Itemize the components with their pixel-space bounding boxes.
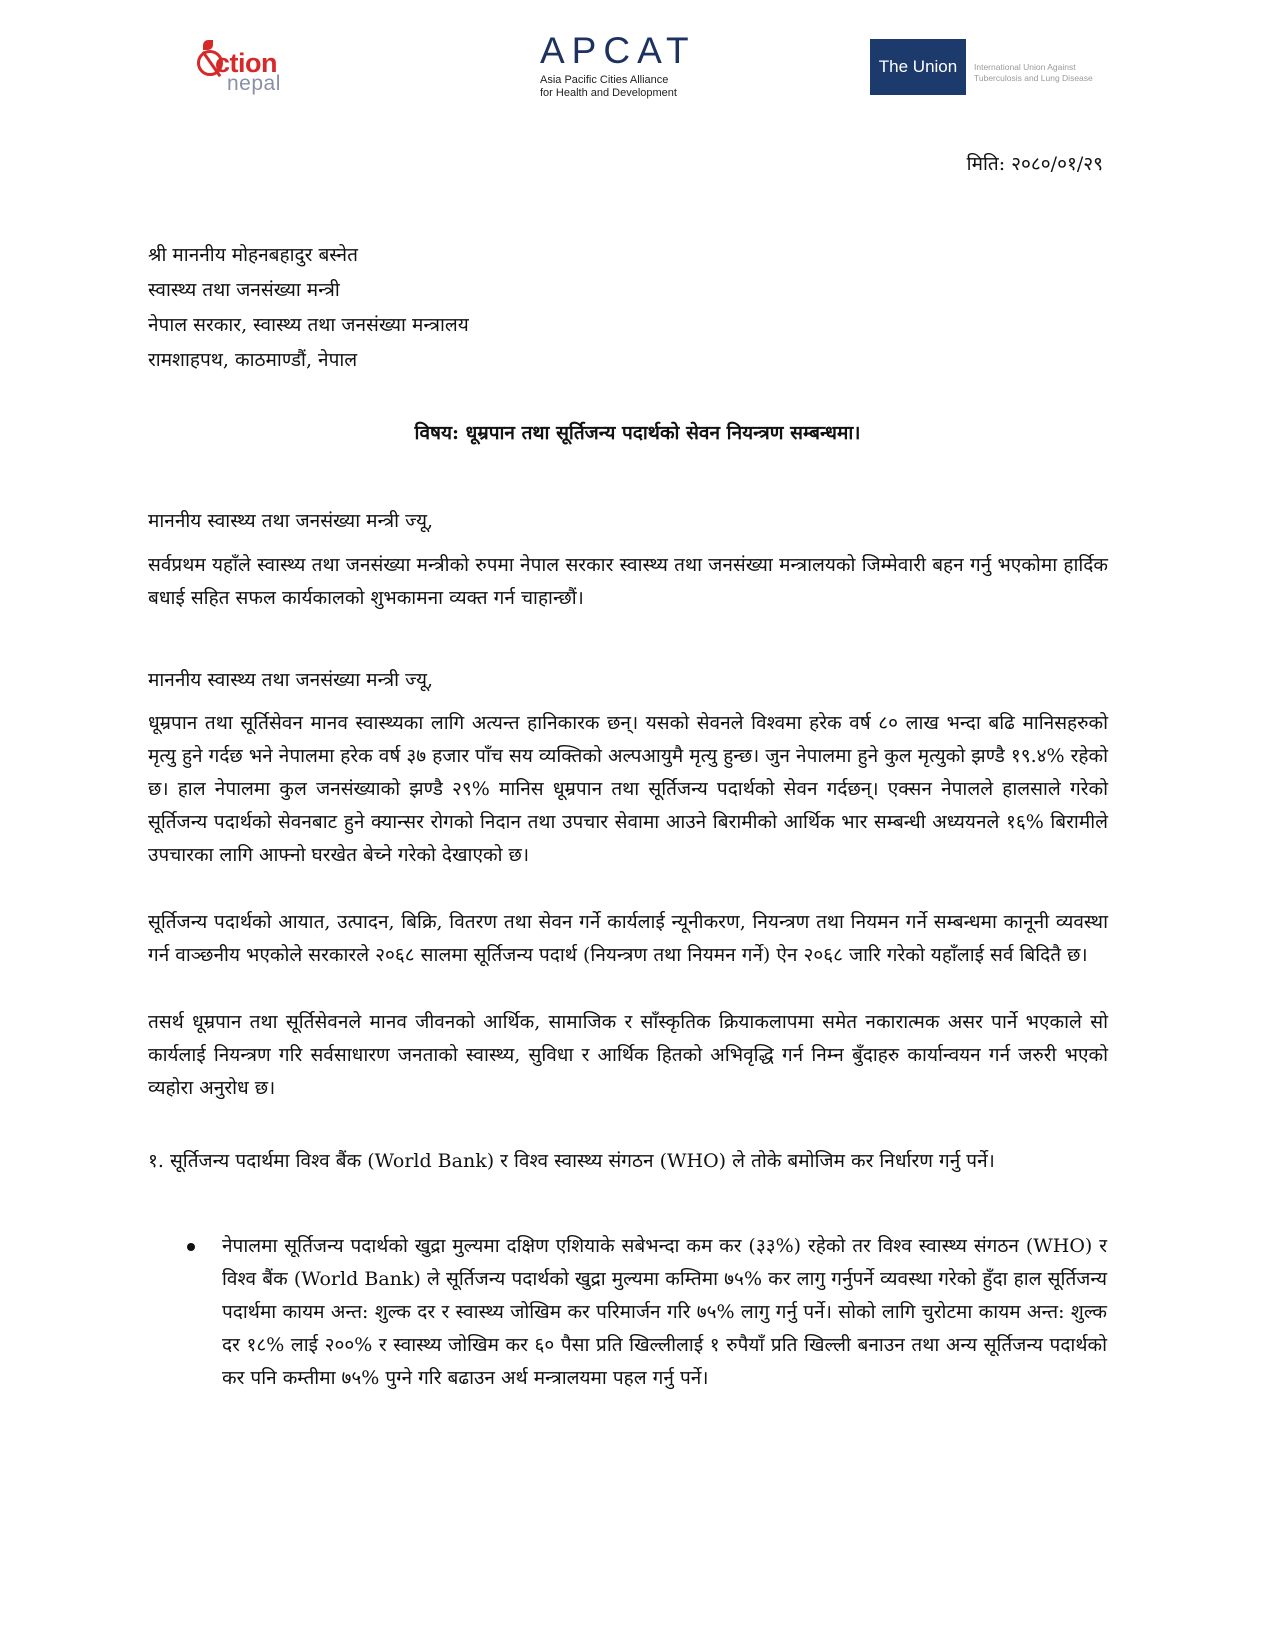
address-line: रामशाहपथ, काठमाण्डौं, नेपाल (148, 349, 358, 371)
body-paragraph: धूम्रपान तथा सूर्तिसेवन मानव स्वास्थ्यका लागि अत्यन्त हानिकारक छन्। यसको सेवनले विश्वमा हरेक वर्ष ८० लाख भन्दा बढि मानिसहरुको मृत्यु हुने गर्दछ भने नेपालमा हरेक वर्ष ३७ हजार पाँच सय व्यक्तिको अल्पआयुमै मृत्यु हुन्छ। जुन नेपालमा हुने कुल मृत्युको झण्डै १९.४% रहेको छ। हाल नेपालमा कुल जनसंख्याको झण्डै २९% मानिस धूम्रपान तथा सूर्तिजन्य पदार्थको सेवन गर्दछन्। एक्सन नेपालले हालसाले गरेको सूर्तिजन्य पदार्थको सेवनबाट हुने क्यान्सर रोगको निदान तथा उपचार सेवामा आउने बिरामीको आर्थिक भार सम्बन्धी अध्ययनले १६% बिरामीले उपचारका लागि आफ्नो घरखेत बेच्ने गरेको देखाएको छ। (148, 712, 1108, 866)
action-nepal-logo (197, 40, 297, 94)
apcat-logo-name: APCAT (540, 30, 696, 71)
body-paragraph: तसर्थ धूम्रपान तथा सूर्तिसेवनले मानव जीवनको आर्थिक, सामाजिक र साँस्कृतिक क्रियाकलापमा समेत नकारात्मक असर पार्ने भएकाले सो कार्यलाई नियन्त्रण गरि सर्वसाधारण जनताको स्वास्थ्य, सुविधा र आर्थिक हितको अभिवृद्धि गर्न निम्न बुँदाहरु कार्यान्वयन गर्न जरुरी भएको व्यहोरा अनुरोध छ। (148, 1011, 1108, 1099)
body-paragraph: सूर्तिजन्य पदार्थको आयात, उत्पादन, बिक्रि, वितरण तथा सेवन गर्ने कार्यलाई न्यूनीकरण, नियन्त्रण तथा नियमन गर्ने सम्बन्धमा कानूनी व्यवस्था गर्न वाञ्छनीय भएकोले सरकारले २०६८ सालमा सूर्तिजन्य पदार्थ (नियन्त्रण तथा नियमन गर्ने) ऐन २०६८ जारि गरेको यहाँलाई सर्व बिदितै छ। (148, 911, 1108, 966)
the-union-caption-line1: International Union Against (974, 62, 1076, 72)
the-union-caption-line2: Tuberculosis and Lung Disease (974, 73, 1093, 83)
nepal-logo-text: nepal (227, 72, 281, 95)
apcat-logo-line1: Asia Pacific Cities Alliance (540, 74, 669, 86)
the-union-logo (870, 39, 1102, 95)
body-paragraph: सर्वप्रथम यहाँले स्वास्थ्य तथा जनसंख्या मन्त्रीको रुपमा नेपाल सरकार स्वास्थ्य तथा जनसंख्या मन्त्रालयको जिम्मेवारी बहन गर्नु भएकोमा हार्दिक बधाई सहित सफल कार्यकालको शुभकामना व्यक्त गर्न चाहान्छौं। (148, 554, 1108, 609)
apcat-logo-line2: for Health and Development (540, 87, 677, 99)
bullet-icon (187, 1243, 195, 1251)
recipient-address (148, 238, 469, 378)
letter-subject: विषय: धूम्रपान तथा सूर्तिजन्य पदार्थको सेवन नियन्त्रण सम्बन्धमा। (414, 422, 861, 444)
salutation: माननीय स्वास्थ्य तथा जनसंख्या मन्त्री ज्यू, (148, 510, 434, 532)
address-line: नेपाल सरकार, स्वास्थ्य तथा जनसंख्या मन्त्रालय (148, 314, 469, 336)
the-union-logo-name: The Union (870, 39, 966, 95)
address-line: स्वास्थ्य तथा जनसंख्या मन्त्री (148, 279, 340, 301)
apcat-logo (540, 30, 700, 100)
action-logo-text: ction (215, 48, 277, 78)
address-line: श्री माननीय मोहनबहादुर बस्नेत (148, 244, 358, 266)
bullet-text: नेपालमा सूर्तिजन्य पदार्थको खुद्रा मुल्यमा दक्षिण एशियाके सबेभन्दा कम कर (३३%) रहेको तर विश्व स्वास्थ्य संगठन (WHO) र विश्व बैंक (World Bank) ले सूर्तिजन्य पदार्थको खुद्रा मुल्यमा कम्तिमा ७५% कर लागु गर्नुपर्ने व्यवस्था गरेको हुँदा हाल सूर्तिजन्य पदार्थमा कायम अन्त: शुल्क दर र स्वास्थ्य जोखिम कर परिमार्जन गरि ७५% लागु गर्नु पर्ने। सोको लागि चुरोटमा कायम अन्त: शुल्क दर १८% लाई २००% र स्वास्थ्य जोखिम कर ६० पैसा प्रति खिल्लीलाई १ रुपैयाँ प्रति खिल्ली बनाउन तथा अन्य सूर्तिजन्य पदार्थको कर पनि कम्तीमा ७५% पुग्ने गरि बढाउन अर्थ मन्त्रालयमा पहल गर्नु पर्ने। (222, 1235, 1107, 1389)
letter-date: मिति: २०८०/०१/२९ (966, 153, 1103, 175)
leaf-icon (203, 40, 213, 50)
numbered-point: १. सूर्तिजन्य पदार्थमा विश्व बैंक (World Bank) र विश्व स्वास्थ्य संगठन (WHO) ले तोके बमोजिम कर निर्धारण गर्नु पर्ने। (148, 1150, 995, 1172)
salutation: माननीय स्वास्थ्य तथा जनसंख्या मन्त्री ज्यू, (148, 669, 434, 691)
